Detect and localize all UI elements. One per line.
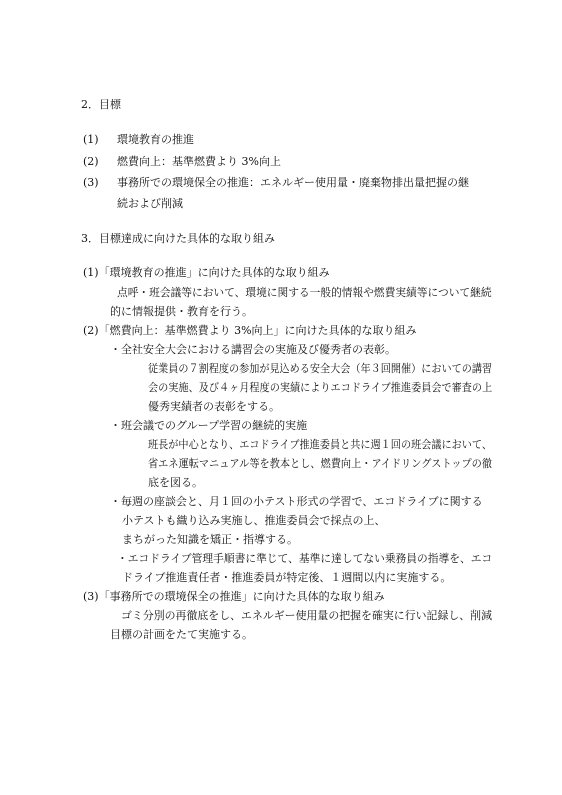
goal-item-3-continuation: 続および削減 <box>117 197 183 210</box>
sub2-bullet-1-head: ・全社安全大会における講習会の実施及び優秀者の表彰。 <box>110 343 396 356</box>
sub1-title: (1)「環境教育の推進」に向けた具体的な取り組み <box>83 266 330 279</box>
goal-item-2-text: 燃費向上：基準燃費より 3%向上 <box>117 155 281 168</box>
goal-item-1-number: (1) <box>83 133 99 146</box>
sub2-title: (2)「燃費向上：基準燃費より 3%向上」に向けた具体的な取り組み <box>83 324 417 337</box>
goal-item-2-number: (2) <box>83 155 99 168</box>
sub2-bullet-3-body-line: 小テストも織り込み実施し、推進委員会で採点の上、 <box>122 514 386 527</box>
sub2-bullet-2-body-line: 省エネ運転マニュアル等を教本とし、燃費向上・アイドリングストップの徹 <box>148 457 493 470</box>
sub1-body-line: 的に情報提供・教育を行う。 <box>110 305 253 318</box>
sub3-body-line: ゴミ分別の再徹底をし、エネルギー使用量の把握を確実に行い記録し、削減 <box>121 609 493 622</box>
sub2-bullet-1-body-line: 従業員の７割程度の参加が見込める安全大会（年３回開催）においての講習 <box>148 362 493 375</box>
sub2-bullet-2-head: ・班会議でのグループ学習の継続的実施 <box>110 419 308 432</box>
sub1-body-line: 点呼・班会議等において、環境に関する一般的情報や燃費実績等について継続 <box>117 286 492 299</box>
sub2-bullet-1-body-line: 会の実施、及び４ヶ月程度の実績によりエコドライブ推進委員会で審査の上 <box>148 381 493 394</box>
sub3-title: (3)「事務所での環境保全の推進」に向けた具体的な取り組み <box>83 590 385 603</box>
sub2-bullet-1-body-line: 優秀実績者の表彰をする。 <box>148 400 280 413</box>
sub2-bullet-3-head: ・毎週の座談会と、月１回の小テスト形式の学習で、エコドライブに関する <box>110 495 483 508</box>
sub2-bullet-3-body-line: まちがった知識を矯正・指導する。 <box>122 533 298 546</box>
section-3-heading: 3．目標達成に向けた具体的な取り組み <box>81 232 275 245</box>
sub2-bullet-2-body-line: 底を図る。 <box>148 476 203 489</box>
sub2-bullet-4-body-line: ドライブ推進責任者・推進委員が特定後、１週間以内に実施する。 <box>122 571 452 584</box>
goal-item-1-text: 環境教育の推進 <box>117 133 194 146</box>
sub2-bullet-4-head: ・エコドライブ管理手順書に準じて、基準に達してない乗務員の指導を、エコ <box>117 552 493 565</box>
sub3-body-line: 目標の計画をたて実施する。 <box>110 628 253 641</box>
section-2-heading: 2．目標 <box>81 98 121 111</box>
goal-item-3-number: (3) <box>83 176 99 189</box>
goal-item-3-text: 事務所での環境保全の推進：エネルギー使用量・廃棄物排出量把握の継 <box>117 176 469 189</box>
sub2-bullet-2-body-line: 班長が中心となり、エコドライブ推進委員と共に週１回の班会議において、 <box>148 438 493 451</box>
